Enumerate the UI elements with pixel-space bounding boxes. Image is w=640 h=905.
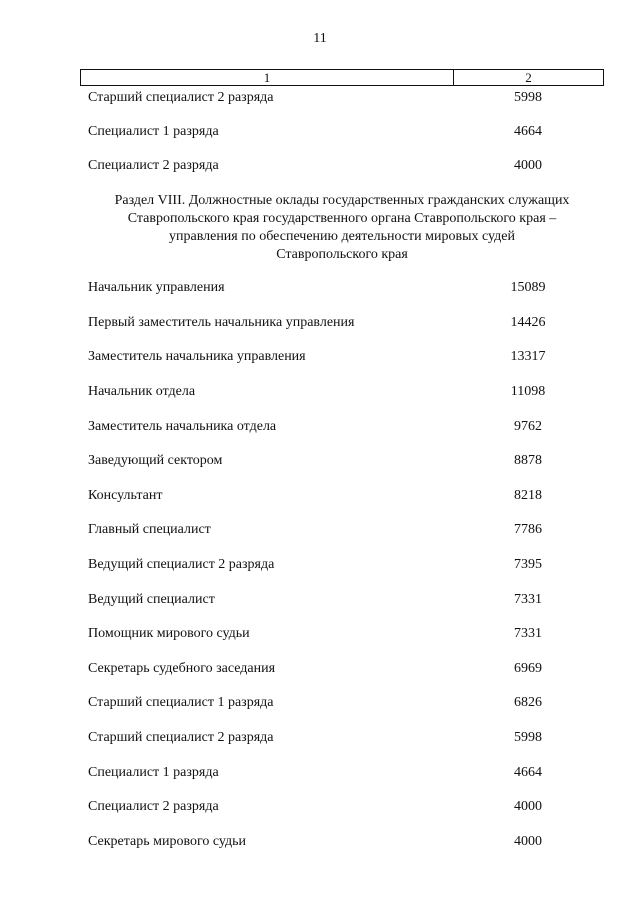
table-row <box>88 798 558 816</box>
section-heading-line: Ставропольского края <box>276 247 408 262</box>
table-row <box>88 487 558 505</box>
salary-value: 13317 <box>510 349 546 364</box>
position-title: Старший специалист 2 разряда <box>88 90 274 105</box>
section-heading-line: Ставропольского края государственного органа Ставропольского края – <box>127 211 557 226</box>
table-header <box>80 69 604 86</box>
position-title: Заместитель начальника управления <box>88 349 306 364</box>
table-row <box>88 157 558 175</box>
section-heading <box>80 192 604 264</box>
salary-value: 8218 <box>514 488 542 503</box>
table-row <box>88 591 558 609</box>
salary-value: 6826 <box>514 695 542 710</box>
table-row <box>88 89 558 107</box>
table-row <box>88 625 558 643</box>
salary-value: 4664 <box>514 765 542 780</box>
salary-value: 5998 <box>514 730 542 745</box>
position-title: Ведущий специалист <box>88 592 215 607</box>
salary-value: 4000 <box>514 834 542 849</box>
salary-value: 4664 <box>514 124 542 139</box>
salary-value: 11098 <box>510 384 546 399</box>
position-title: Специалист 1 разряда <box>88 124 219 139</box>
position-title: Заместитель начальника отдела <box>88 419 277 434</box>
salary-value: 7786 <box>514 522 542 537</box>
position-title: Начальник управления <box>88 280 225 295</box>
salary-value: 6969 <box>514 661 542 676</box>
salary-value: 9762 <box>514 419 542 434</box>
section-heading-line: Раздел VIII. Должностные оклады государственных гражданских служащих <box>114 193 570 208</box>
salary-value: 14426 <box>510 315 546 330</box>
table-row <box>88 729 558 747</box>
table-row <box>88 764 558 782</box>
position-title: Помощник мирового судьи <box>88 626 250 641</box>
position-title: Старший специалист 2 разряда <box>88 730 274 745</box>
table-row <box>88 123 558 141</box>
position-title: Главный специалист <box>88 522 211 537</box>
salary-value: 8878 <box>514 453 542 468</box>
position-title: Специалист 2 разряда <box>88 799 219 814</box>
table-row <box>88 833 558 851</box>
page-number: 11 <box>313 31 327 46</box>
salary-value: 7331 <box>514 592 542 607</box>
table-row <box>88 279 558 297</box>
table-row <box>88 521 558 539</box>
position-title: Старший специалист 1 разряда <box>88 695 274 710</box>
position-title: Консультант <box>88 488 163 503</box>
table-row <box>88 452 558 470</box>
salary-value: 15089 <box>510 280 546 295</box>
position-title: Первый заместитель начальника управления <box>88 315 355 330</box>
position-title: Секретарь судебного заседания <box>88 661 276 676</box>
column-header-1: 1 <box>81 70 454 85</box>
table-row <box>88 418 558 436</box>
salary-value: 5998 <box>514 90 542 105</box>
position-title: Специалист 2 разряда <box>88 158 219 173</box>
table-row <box>88 694 558 712</box>
position-title: Секретарь мирового судьи <box>88 834 247 849</box>
section-heading-line: управления по обеспечению деятельности мировых судей <box>168 229 515 244</box>
position-title: Ведущий специалист 2 разряда <box>88 557 275 572</box>
salary-value: 7331 <box>514 626 542 641</box>
table-row <box>88 314 558 332</box>
column-header-2: 2 <box>525 70 532 85</box>
table-row <box>88 348 558 366</box>
table-row <box>88 383 558 401</box>
salary-value: 7395 <box>514 557 542 572</box>
table-row <box>88 660 558 678</box>
table-row <box>88 556 558 574</box>
salary-value: 4000 <box>514 799 542 814</box>
position-title: Заведующий сектором <box>88 453 223 468</box>
position-title: Начальник отдела <box>88 384 196 399</box>
position-title: Специалист 1 разряда <box>88 765 219 780</box>
salary-value: 4000 <box>514 158 542 173</box>
